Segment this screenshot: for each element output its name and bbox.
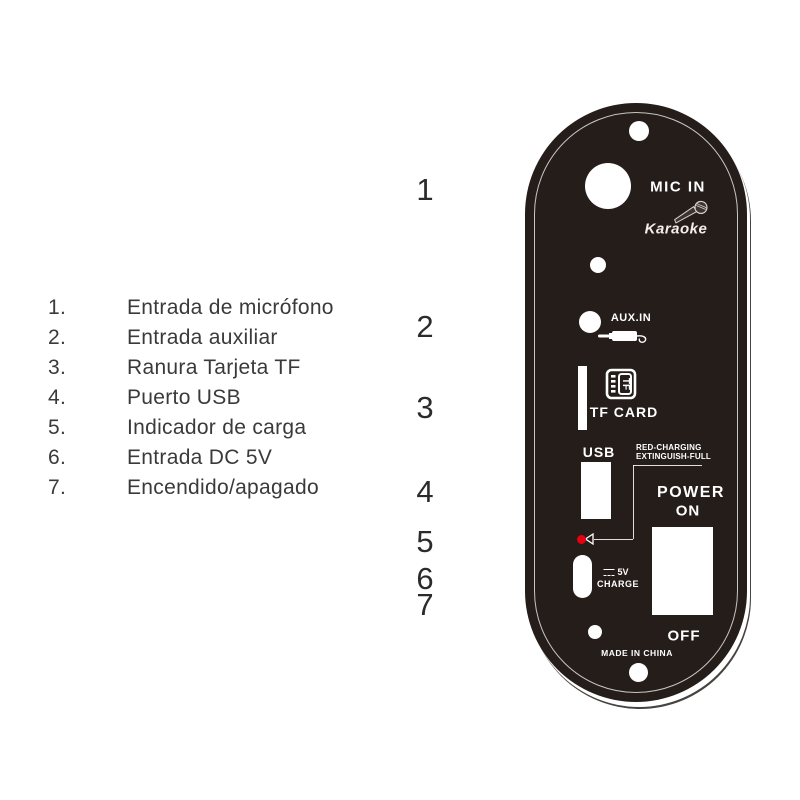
charge-voltage-row [603, 567, 628, 577]
tf-card-slot [578, 366, 587, 430]
screw-hole-bottom-small [588, 625, 602, 639]
charge-voltage-label: 5V [617, 567, 629, 577]
callout-1: 1 [416, 172, 434, 207]
leader-line-horizontal [594, 539, 633, 540]
usb-label: USB [582, 444, 616, 460]
aux-in-label: AUX.IN [610, 312, 652, 324]
charge-label: CHARGE [596, 579, 640, 589]
legend-label: Entrada DC 5V [127, 446, 273, 469]
legend-label: Entrada auxiliar [127, 326, 278, 349]
legend-label: Indicador de carga [127, 416, 307, 439]
mic-in-label: MIC IN [650, 178, 706, 196]
legend-number: 6. [48, 446, 67, 469]
legend-number: 5. [48, 416, 67, 439]
screw-hole-bottom [629, 663, 648, 682]
legend-number: 2. [48, 326, 67, 349]
charging-note-line2: EXTINGUISH-FULL [636, 452, 711, 461]
legend-item [48, 413, 334, 443]
legend-item [48, 323, 334, 353]
callout-6: 6 [416, 561, 434, 596]
callout-4: 4 [416, 474, 434, 509]
legend-item [48, 293, 334, 323]
leader-line-vertical [633, 465, 634, 539]
legend-item [48, 443, 334, 473]
tf-card-icon [604, 367, 638, 401]
legend-item [48, 473, 334, 503]
legend-list [48, 293, 334, 503]
legend-label: Entrada de micrófono [127, 296, 334, 319]
legend-label: Puerto USB [127, 386, 241, 409]
svg-text:TF: TF [620, 377, 631, 391]
charging-note-line1: RED-CHARGING [636, 443, 702, 452]
dc-5v-charge-port [573, 555, 592, 598]
legend-label: Encendido/apagado [127, 476, 319, 499]
charge-led-indicator [577, 535, 586, 544]
legend-number: 3. [48, 356, 67, 379]
power-on-label: ON [675, 502, 701, 520]
callout-5: 5 [416, 524, 434, 559]
legend-number: 4. [48, 386, 67, 409]
aux-plug-icon [598, 328, 654, 344]
mic-input-jack [585, 163, 631, 209]
tf-card-label: TF CARD [589, 404, 659, 420]
power-switch [652, 527, 713, 615]
power-off-label: OFF [667, 627, 701, 645]
power-label: POWER [657, 484, 725, 501]
made-in-china-label: MADE IN CHINA [601, 648, 673, 658]
dc-symbol-icon [603, 569, 614, 576]
charging-note [636, 443, 711, 461]
usb-port [581, 462, 611, 519]
leader-line-underline [633, 465, 702, 466]
screw-hole-top [629, 121, 649, 141]
legend-label: Ranura Tarjeta TF [127, 356, 301, 379]
screw-hole-middle [590, 257, 606, 273]
callout-7: 7 [416, 587, 434, 622]
speaker-control-panel [525, 103, 747, 702]
karaoke-brand-label: Karaoke [644, 220, 708, 238]
callout-2: 2 [416, 309, 434, 344]
callout-3: 3 [416, 390, 434, 425]
legend-item [48, 383, 334, 413]
legend-number: 7. [48, 476, 67, 499]
legend-item [48, 353, 334, 383]
legend-number: 1. [48, 296, 67, 319]
